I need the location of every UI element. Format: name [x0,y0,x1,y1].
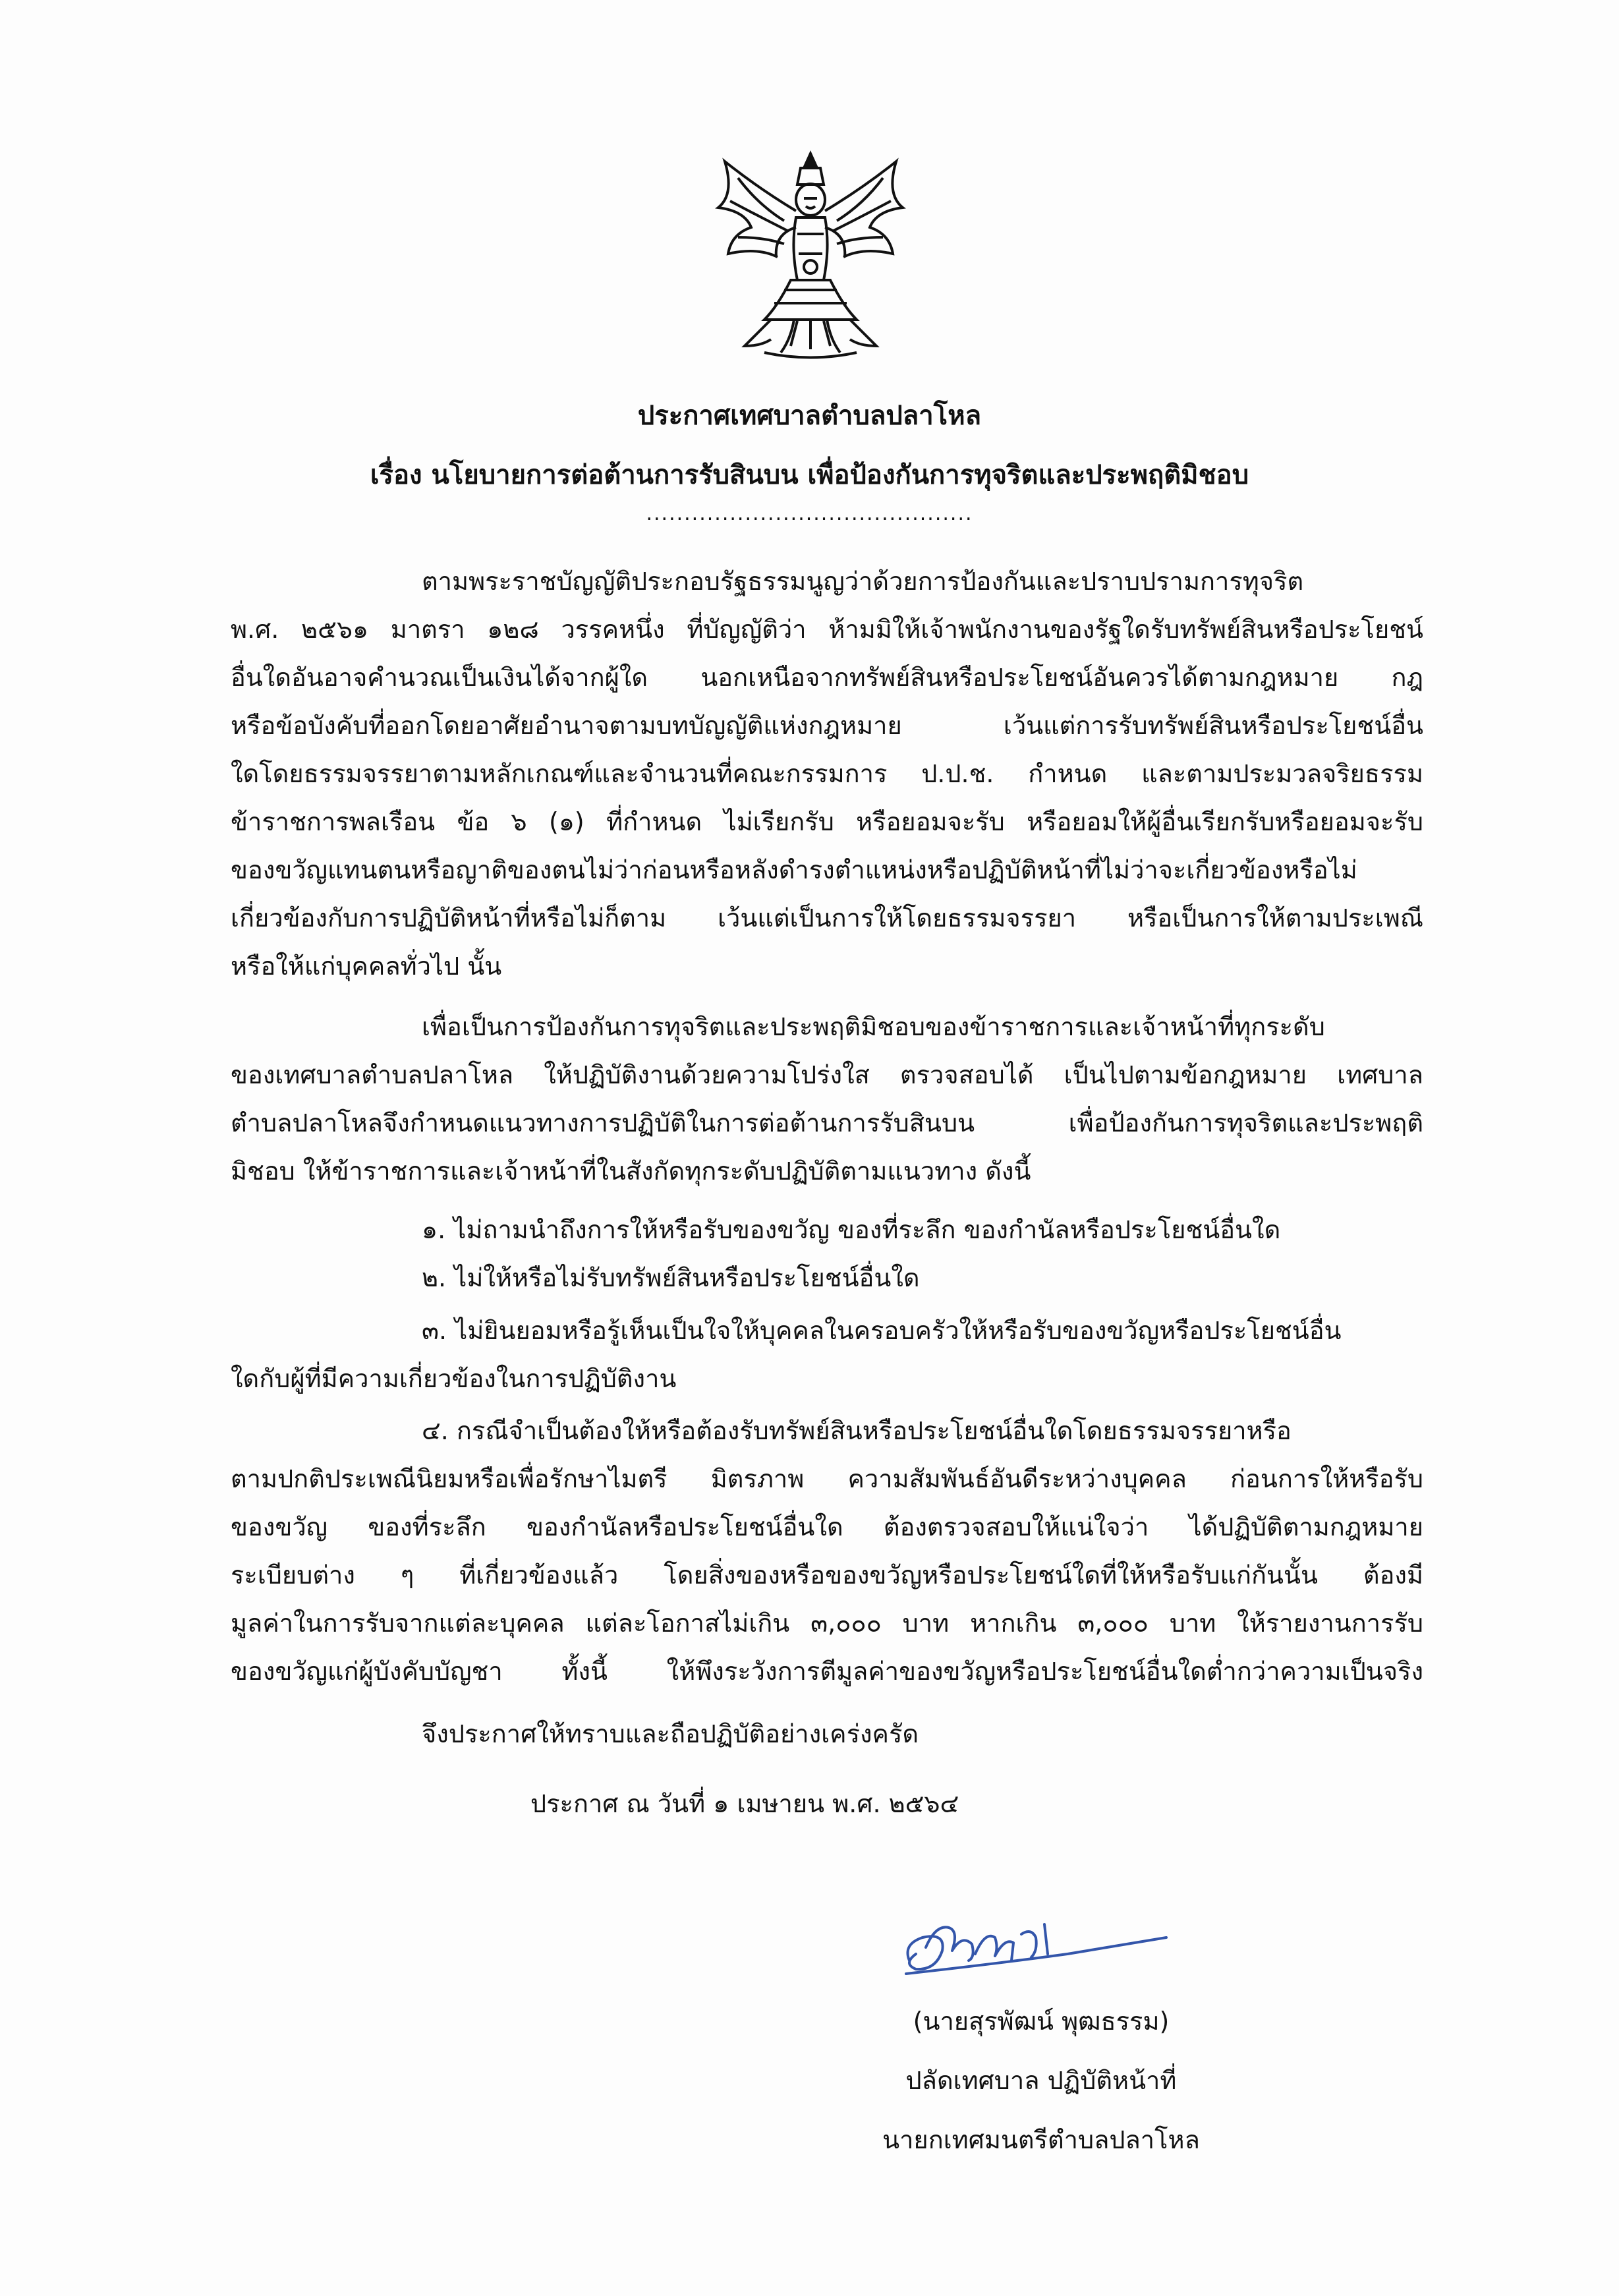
guideline-item-2: ๒. ไม่ให้หรือไม่รับทรัพย์สินหรือประโยชน์อื่นใด [422,1263,920,1292]
paragraph-1-line: หรือข้อบังคับที่ออกโดยอาศัยอำนาจตามบทบัญญัติแห่งกฎหมาย เว้นแต่การรับทรัพย์สินหรือประโยชน์อื่น [231,711,1423,740]
title-separator: ........................................... [646,502,973,525]
paragraph-2-line: มิชอบ ให้ข้าราชการและเจ้าหน้าที่ในสังกัดทุกระดับปฏิบัติตามแนวทาง ดังนี้ [231,1157,1031,1186]
guideline-item-1: ๑. ไม่ถามนำถึงการให้หรือรับของขวัญ ของที่ระลึก ของกำนัลหรือประโยชน์อื่นใด [422,1215,1281,1244]
guideline-item-4: ๔. กรณีจำเป็นต้องให้หรือต้องรับทรัพย์สินหรือประโยชน์อื่นใดโดยธรรมจรรยาหรือ [422,1416,1292,1445]
paragraph-1-line: ตามพระราชบัญญัติประกอบรัฐธรรมนูญว่าด้วยการป้องกันและปราบปรามการทุจริต [422,567,1304,596]
paragraph-2-line: ตำบลปลาโหลจึงกำหนดแนวทางการปฏิบัติในการต่อต้านการรับสินบน เพื่อป้องกันการทุจริตและประพฤติ [231,1108,1423,1137]
paragraph-1-line: พ.ศ. ๒๕๖๑ มาตรา ๑๒๘ วรรคหนึ่ง ที่บัญญัติว่า ห้ามมิให้เจ้าพนักงานของรัฐใดรับทรัพย์สินหรือประโยชน์ [231,615,1423,644]
paragraph-2-line: ของเทศบาลตำบลปลาโหล ให้ปฏิบัติงานด้วยความโปร่งใส ตรวจสอบได้ เป็นไปตามข้อกฎหมาย เทศบาล [231,1060,1423,1089]
announcement-subject: เรื่อง นโยบายการต่อต้านการรับสินบน เพื่อป้องกันการทุจริตและประพฤติมิชอบ [370,460,1249,490]
garuda-emblem-icon [698,148,923,372]
guideline-item-4-cont: มูลค่าในการรับจากแต่ละบุคคล แต่ละโอกาสไม่เกิน ๓,๐๐๐ บาท หากเกิน ๓,๐๐๐ บาท ให้รายงานการรับ [231,1609,1423,1638]
guideline-item-4-cont: ตามปกติประเพณีนิยมหรือเพื่อรักษาไมตรี มิตรภาพ ความสัมพันธ์อันดีระหว่างบุคคล ก่อนการให้หรือรับ [231,1464,1423,1493]
paragraph-1-line: เกี่ยวข้องกับการปฏิบัติหน้าที่หรือไม่ก็ตาม เว้นแต่เป็นการให้โดยธรรมจรรยา หรือเป็นการให้ตามประเพณี [231,904,1423,933]
guideline-item-4-cont: ของขวัญ ของที่ระลึก ของกำนัลหรือประโยชน์อื่นใด ต้องตรวจสอบให้แน่ใจว่า ได้ปฏิบัติตามกฎหมาย [231,1512,1423,1541]
guideline-item-4-cont: ของขวัญแก่ผู้บังคับบัญชา ทั้งนี้ ให้พึงระวังการตีมูลค่าของขวัญหรือประโยชน์อื่นใดต่ำกว่าความเป็นจริง [231,1657,1423,1686]
guideline-item-4-cont: ระเบียบต่าง ๆ ที่เกี่ยวข้องแล้ว โดยสิ่งของหรือของขวัญหรือประโยชน์ใดที่ให้หรือรับแก่กันนั้น ต้องมี [231,1561,1423,1590]
signatory-role: นายกเทศมนตรีตำบลปลาโหล [882,2125,1200,2154]
paragraph-2-line: เพื่อเป็นการป้องกันการทุจริตและประพฤติมิชอบของข้าราชการและเจ้าหน้าที่ทุกระดับ [422,1012,1325,1041]
guideline-item-3-cont: ใดกับผู้ที่มีความเกี่ยวข้องในการปฏิบัติงาน [231,1364,677,1393]
announcement-title: ประกาศเทศบาลตำบลปลาโหล [637,401,982,431]
paragraph-1-line: ของขวัญแทนตนหรือญาติของตนไม่ว่าก่อนหรือหลังดำรงตำแหน่งหรือปฏิบัติหน้าที่ไม่ว่าจะเกี่ยวข้องหรือไม่ [231,855,1357,884]
announcement-date: ประกาศ ณ วันที่ ๑ เมษายน พ.ศ. ๒๕๖๔ [530,1789,959,1818]
paragraph-1-line: หรือให้แก่บุคคลทั่วไป นั้น [231,952,502,981]
paragraph-1-line: อื่นใดอันอาจคำนวณเป็นเงินได้จากผู้ใด นอกเหนือจากทรัพย์สินหรือประโยชน์อันควรได้ตามกฎหมาย กฎ [231,663,1423,692]
handwritten-signature [896,1898,1173,1997]
closing-statement: จึงประกาศให้ทราบและถือปฏิบัติอย่างเคร่งครัด [422,1719,919,1748]
paragraph-1-line: ข้าราชการพลเรือน ข้อ ๖ (๑) ที่กำหนด ไม่เรียกรับ หรือยอมจะรับ หรือยอมให้ผู้อื่นเรียกรับหรือยอมจะรับ [231,807,1423,836]
paragraph-1-line: ใดโดยธรรมจรรยาตามหลักเกณฑ์และจำนวนที่คณะกรรมการ ป.ป.ช. กำหนด และตามประมวลจริยธรรม [231,759,1423,788]
guideline-item-3: ๓. ไม่ยินยอมหรือรู้เห็นเป็นใจให้บุคคลในครอบครัวให้หรือรับของขวัญหรือประโยชน์อื่น [422,1316,1342,1345]
signatory-name: (นายสุรพัฒน์ พุฒธรรม) [913,2007,1170,2036]
signatory-position: ปลัดเทศบาล ปฏิบัติหน้าที่ [905,2066,1177,2095]
